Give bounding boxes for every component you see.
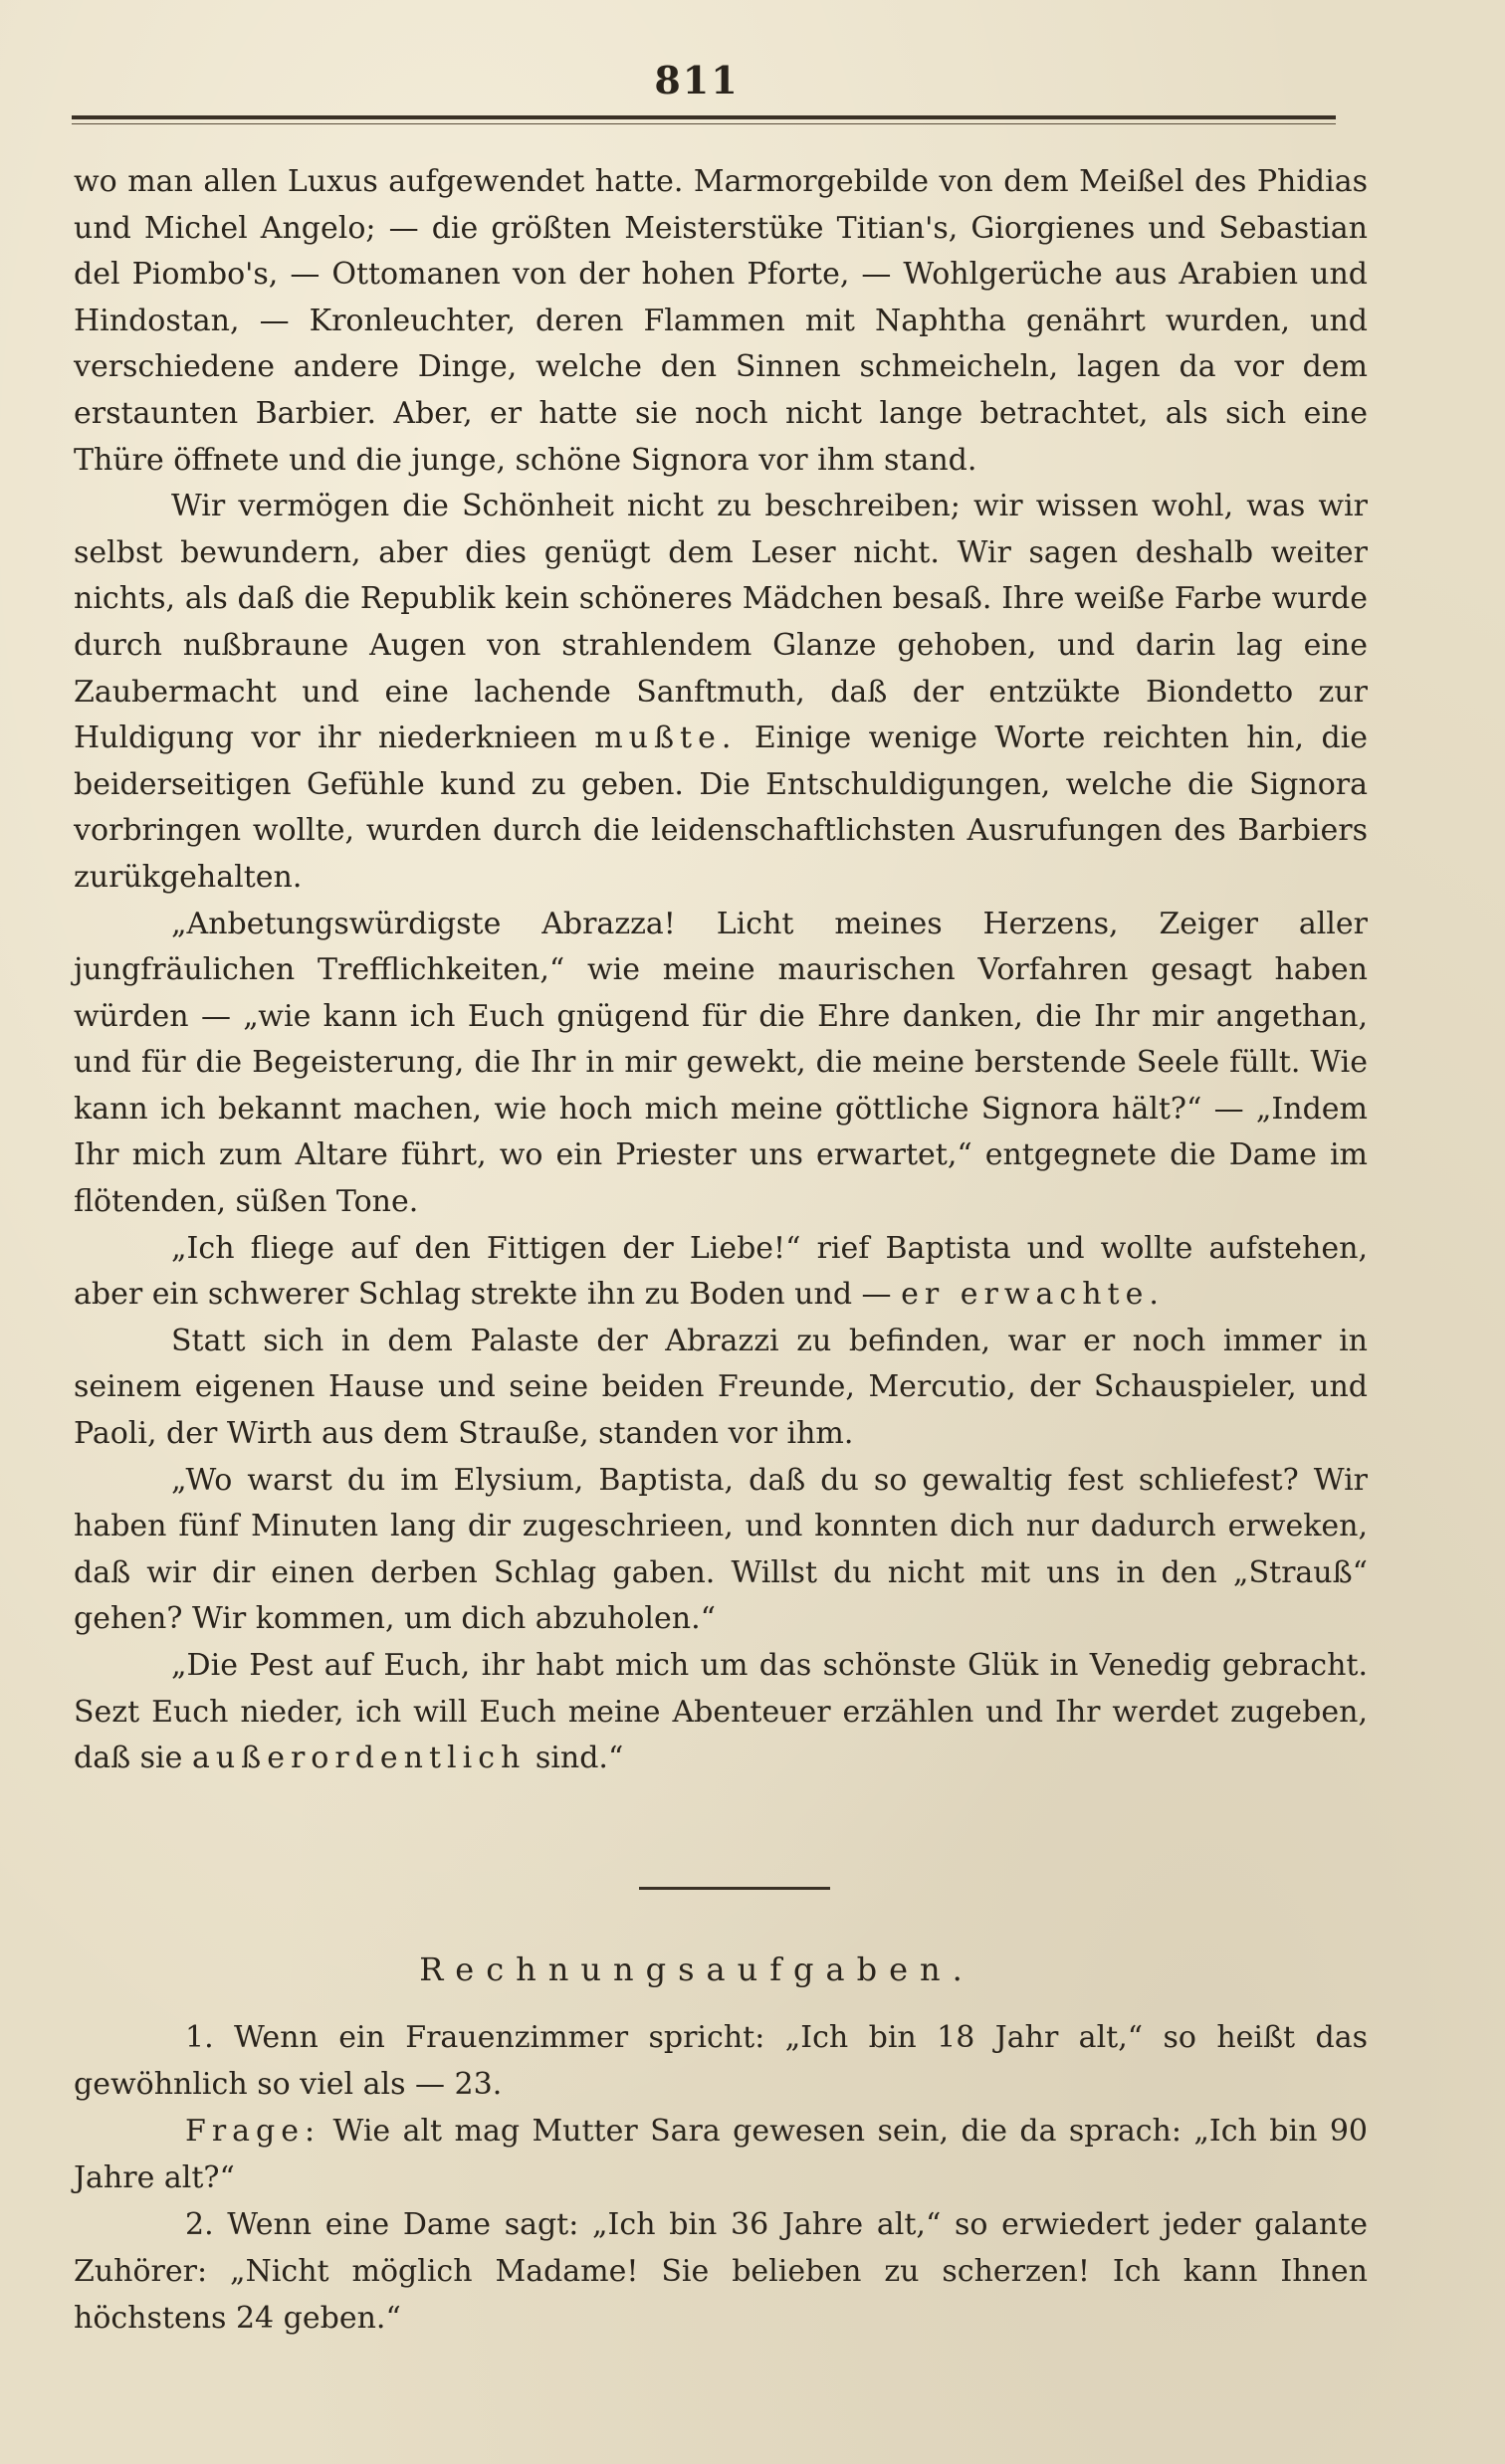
paragraph-4 <box>74 1226 1368 1319</box>
paragraph-7-ending: sind.“ <box>535 1741 624 1776</box>
emphasis-ausserordentlich: außerordentlich <box>191 1741 527 1776</box>
emphasis-musste: mußte. <box>594 720 738 756</box>
paragraph-7 <box>74 1643 1368 1782</box>
header-rule-thick <box>72 115 1336 119</box>
paragraph-4-text: „Ich fliege auf den Fittigen der Liebe!“ rief Baptista und wollte aufstehen, aber ein schwerer Schlag strekte ihn zu Boden und — <box>74 1230 1368 1313</box>
problem-1: 1. Wenn ein Frauenzimmer spricht: „Ich bin 18 Jahr alt,“ so heißt das gewöhnlich so viel als — 23. <box>74 2020 1368 2102</box>
paragraph-2 <box>74 484 1368 901</box>
problem-2: 2. Wenn eine Dame sagt: „Ich bin 36 Jahre alt,“ so erwiedert jeder galante Zuhörer: „Nicht möglich Madame! Sie belieben zu scherzen! Ich kann Ihnen höchstens 24 geben.“ <box>74 2207 1368 2336</box>
page-number: 811 <box>654 58 740 103</box>
section-divider <box>639 1887 830 1890</box>
question <box>74 2108 1368 2201</box>
emphasis-erwachte: er erwachte. <box>901 1277 1165 1313</box>
section-title: Rechnungsaufgaben. <box>419 1951 974 1988</box>
question-label: Frage: <box>185 2114 322 2149</box>
question-text: Wie alt mag Mutter Sara gewesen sein, die da sprach: „Ich bin 90 Jahre alt?“ <box>74 2114 1368 2195</box>
paragraph-5: Statt sich in dem Palaste der Abrazzi zu befinden, war er noch immer in seinem eigenen Hause und seine beiden Freunde, Mercutio, der Schauspieler, und Paoli, der Wirth aus dem Strauße, standen vor ihm. <box>74 1323 1368 1452</box>
header-rule-thin <box>72 123 1336 124</box>
paragraph-7-text: „Die Pest auf Euch, ihr habt mich um das schönste Glük in Venedig gebracht. Sezt Euch nieder, ich will Euch meine Abenteuer erzählen und Ihr werdet zugeben, daß sie <box>74 1648 1368 1776</box>
story-text <box>74 159 1368 1782</box>
paragraph-3: „Anbetungswürdigste Abrazza! Licht meines Herzens, Zeiger aller jungfräulichen Trefflichkeiten,“ wie meine maurischen Vorfahren gesagt haben würden — „wie kann ich Euch gnügend für die Ehre danken, die Ihr mir angethan, und für die Begeisterung, die Ihr in mir gewekt, die meine berstende Seele füllt. Wie kann ich bekannt machen, wie hoch mich meine göttliche Signora hält?“ — „Indem Ihr mich zum Altare führt, wo ein Priester uns erwartet,“ entgegnete die Dame im flötenden, süßen Tone. <box>74 906 1368 1220</box>
paragraph-1: wo man allen Luxus aufgewendet hatte. Marmorgebilde von dem Meißel des Phidias und Michel Angelo; — die größten Meisterstüke Titian's, Giorgienes und Sebastian del Piombo's, — Ottomanen von der hohen Pforte, — Wohlgerüche aus Arabien und Hindostan, — Kronleuchter, deren Flammen mit Naphtha genährt wurden, und verschiedene andere Dinge, welche den Sinnen schmeicheln, lagen da vor dem erstaunten Barbier. Aber, er hatte sie noch nicht lange betrachtet, als sich eine Thüre öffnete und die junge, schöne Signora vor ihm stand. <box>74 164 1368 478</box>
paragraph-6: „Wo warst du im Elysium, Baptista, daß du so gewaltig fest schliefest? Wir haben fünf Minuten lang dir zugeschrieen, und konnten dich nur dadurch erweken, daß wir dir einen derben Schlag gaben. Willst du nicht mit uns in den „Strauß“ gehen? Wir kommen, um dich abzuholen.“ <box>74 1462 1368 1637</box>
paragraph-2-text: Wir vermögen die Schönheit nicht zu beschreiben; wir wissen wohl, was wir selbst bewundern, aber dies genügt dem Leser nicht. Wir sagen deshalb weiter nichts, als daß die Republik kein schöneres Mädchen besaß. Ihre weiße Farbe wurde durch nußbraune Augen von strahlendem Glanze gehoben, und darin lag eine Zaubermacht und eine lachende Sanftmuth, daß der entzükte Biondetto zur Huldigung vor ihr niederknieen <box>74 489 1368 756</box>
paragraph-2-continued: Einige wenige Worte reichten hin, die beiderseitigen Gefühle kund zu geben. Die Entschuldigungen, welche die Signora vorbringen wollte, wurden durch die leidenschaftlichsten Ausrufungen des Barbiers zurükgehalten. <box>74 720 1368 895</box>
problems-text <box>74 2014 1368 2342</box>
